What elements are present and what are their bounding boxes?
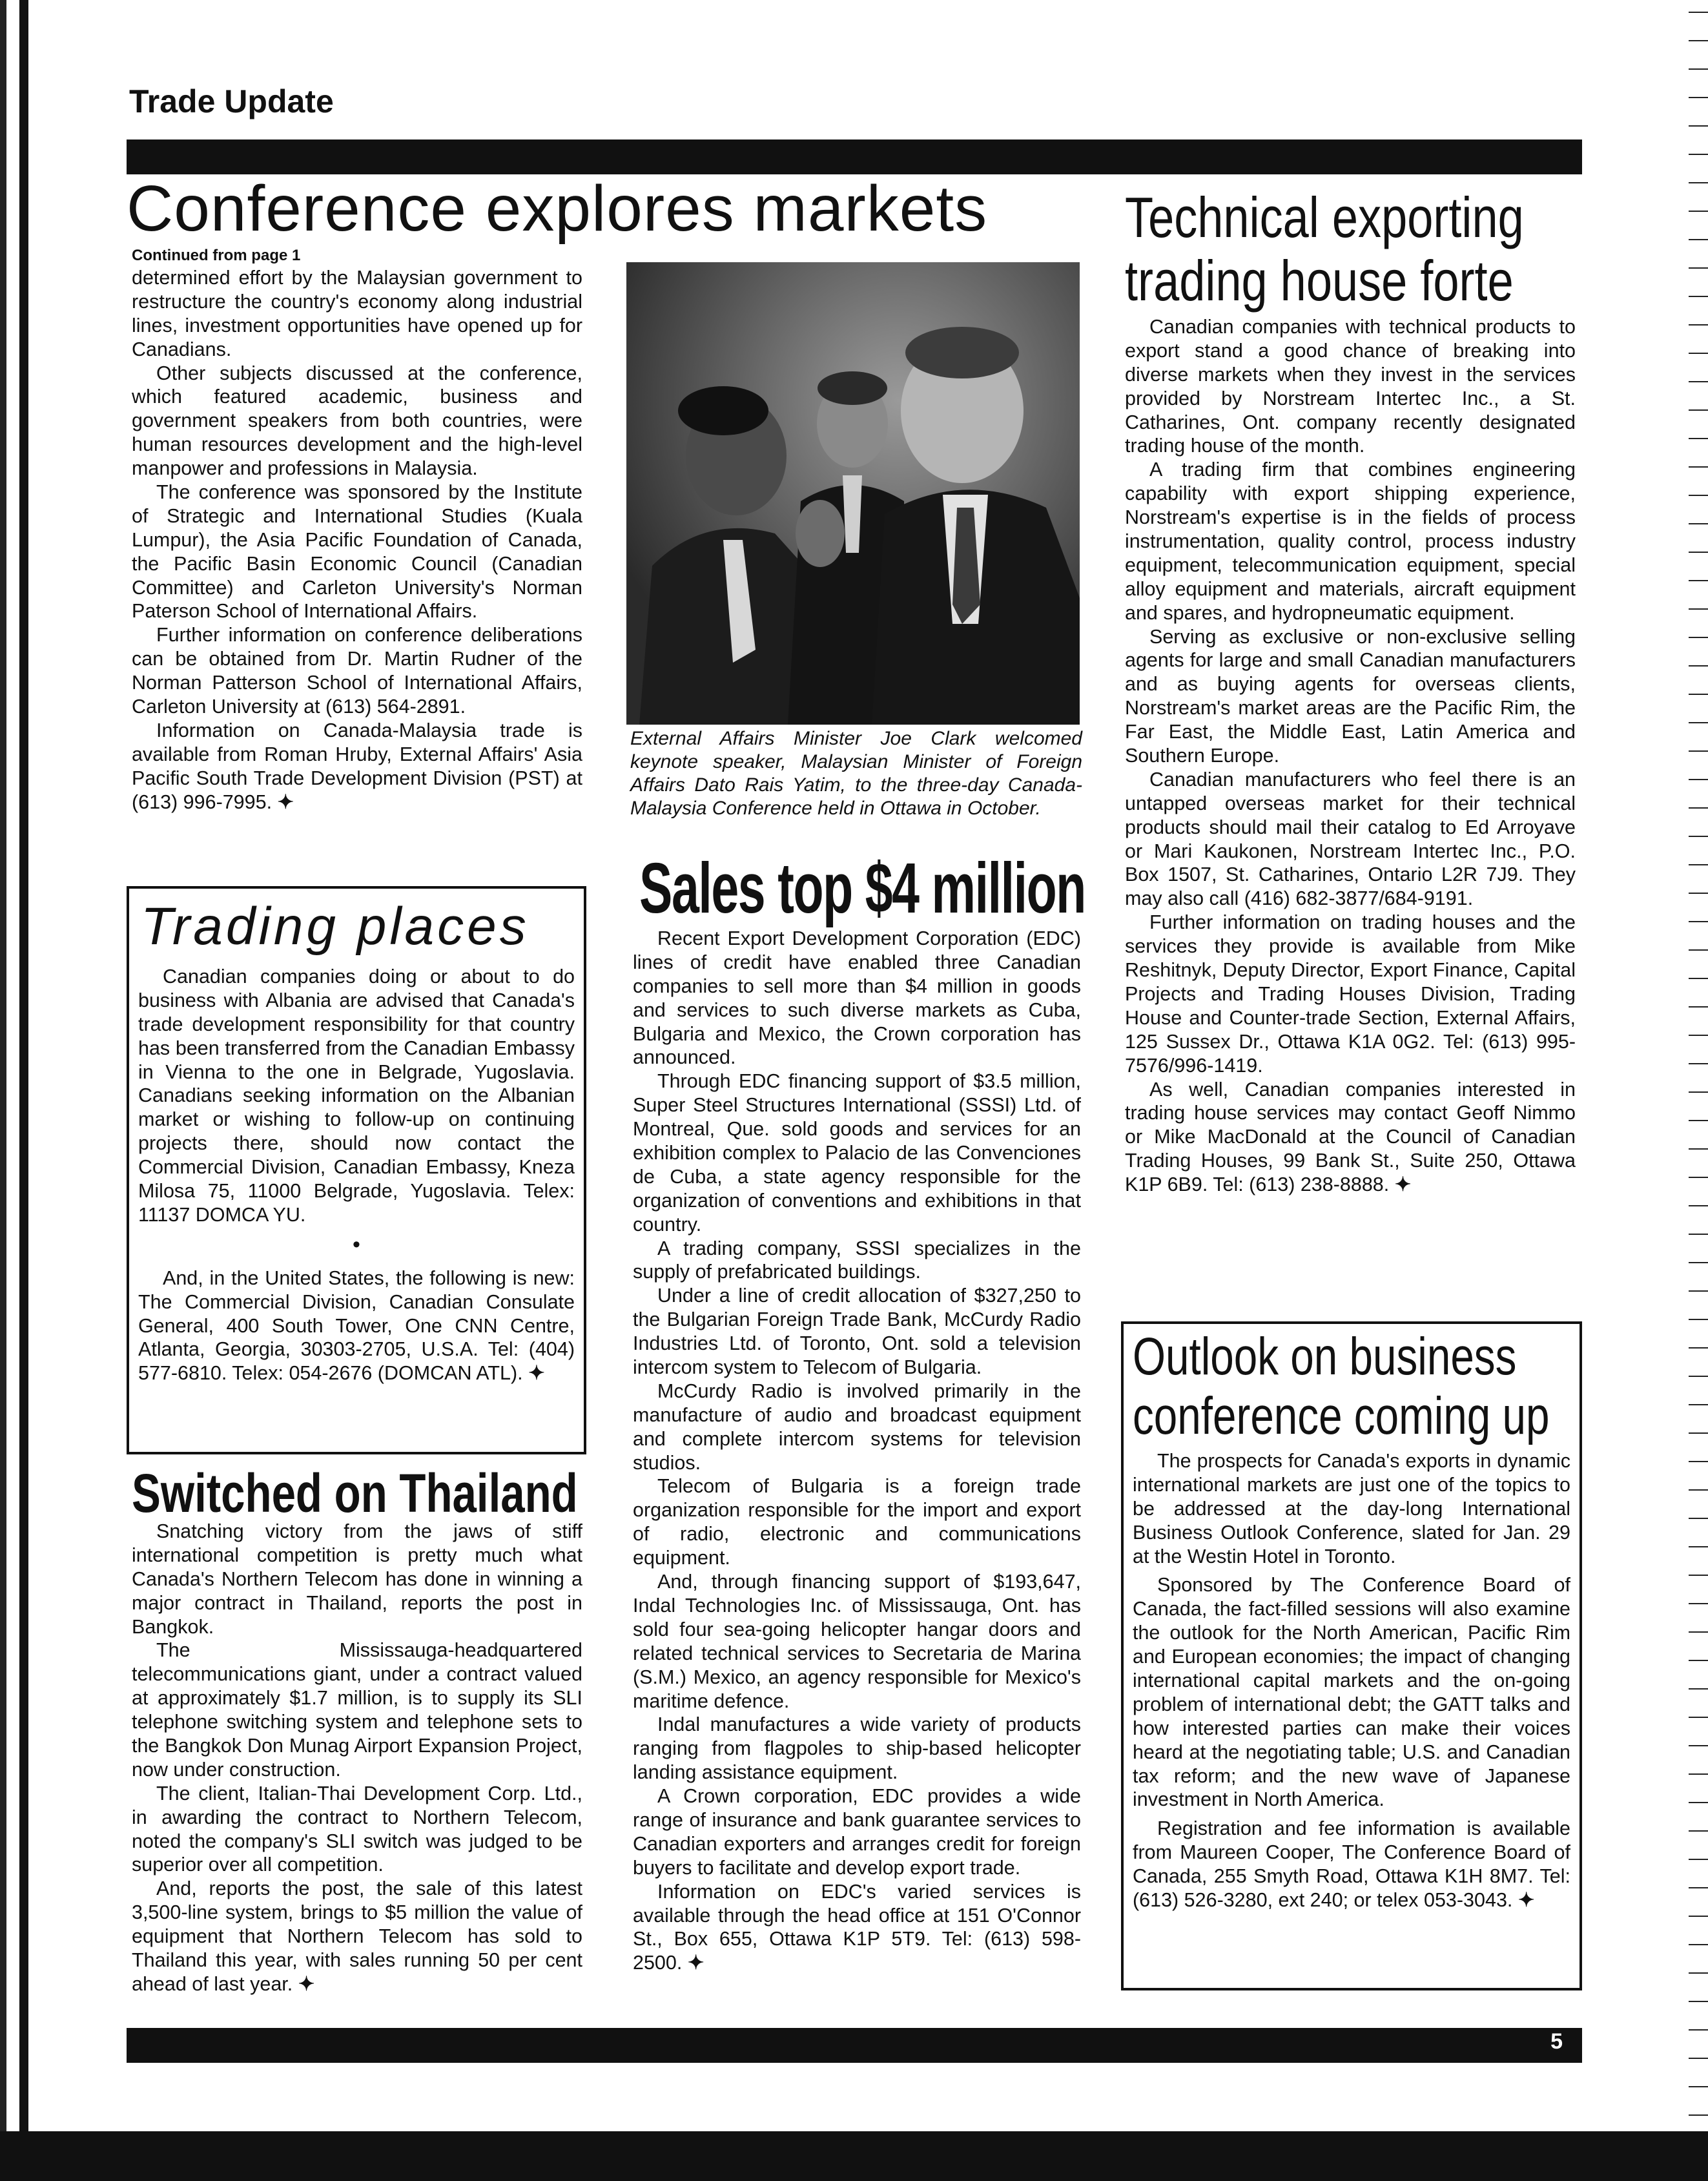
paragraph: A trading firm that combines engineering capability with export shipping experience, Norstream's expertise is in the fields of process instrumentation, quality control, process industry equipment, telecommunication equipment, special alloy equipment and materials, aircraft equipment and spares, and hydropneumatic equipment. bbox=[1125, 459, 1576, 624]
end-mark-icon: ✦ bbox=[687, 1952, 705, 1974]
top-rule bbox=[127, 140, 1582, 174]
end-mark-icon: ✦ bbox=[298, 1972, 315, 1995]
paragraph-text: As well, Canadian companies interested in trading house services may contact Geoff Nimmo or Mike MacDonald at the Council of Canadian Trading Houses, 99 Bank St., Suite 250, Ottawa K1P 6B9. Tel: (613) 238-8888. bbox=[1125, 1078, 1576, 1196]
end-mark-icon: ✦ bbox=[1394, 1173, 1412, 1196]
paragraph bbox=[1125, 1078, 1576, 1197]
paragraph: A trading company, SSSI specializes in the supply of prefabricated buildings. bbox=[633, 1237, 1081, 1283]
technical-headline-line2: trading house forte bbox=[1125, 249, 1514, 313]
paragraph: Further information on trading houses and the services they provide is available from Mike Reshitnyk, Deputy Director, Export Finance, Capital Projects and Trading Houses Division, Trading House and Counter-trade Section, External Affairs, 125 Sussex Dr., Ottawa K1A 0G2. Tel: (613) 995-7576/996-1419. bbox=[1125, 911, 1576, 1077]
page-number: 5 bbox=[1550, 2029, 1563, 2054]
paragraph-text: Information on Canada-Malaysia trade is available from Roman Hruby, External Affairs' Asia Pacific South Trade Development Division (PST) at (613) 996-7995. bbox=[132, 719, 582, 813]
paragraph bbox=[132, 1877, 582, 1996]
paragraph bbox=[138, 1266, 575, 1385]
photo-image bbox=[626, 262, 1080, 725]
end-mark-icon: ✦ bbox=[277, 791, 294, 813]
section-kicker: Trade Update bbox=[129, 83, 334, 119]
paragraph: Canadian companies with technical products to export stand a good chance of breaking into diverse markets when they invest in the services provided by Norstream Intertec Inc., a St. Catharines, Ont. company recently designated trading house of the month. bbox=[1125, 316, 1576, 457]
paragraph: Telecom of Bulgaria is a foreign trade organization responsible for the import and export of radio, electronic and communications equipment. bbox=[633, 1475, 1081, 1569]
sales-headline: Sales top $4 million bbox=[639, 849, 1086, 928]
outlook-headline-line2: conference coming up bbox=[1133, 1387, 1550, 1445]
paragraph-text: Registration and fee information is available from Maureen Cooper, The Conference Board of Canada, 255 Smyth Road, Ottawa K1H 8M7. Tel: (613) 526-3280, ext 240; or telex 053-3043. bbox=[1133, 1817, 1570, 1912]
trading-places-box bbox=[127, 886, 586, 1454]
paragraph: A Crown corporation, EDC provides a wide range of insurance and bank guarantee services to Canadian exporters and arranges credit for foreign buyers to facilitate and develop export trade. bbox=[633, 1785, 1081, 1879]
scan-edge-bottom bbox=[0, 2131, 1708, 2181]
paragraph: McCurdy Radio is involved primarily in the manufacture of audio and broadcast equipment and complete intercom systems for television studios. bbox=[633, 1380, 1081, 1474]
outlook-box bbox=[1121, 1321, 1582, 1990]
thailand-article bbox=[132, 1462, 582, 1996]
paragraph: Canadian manufacturers who feel there is an untapped overseas market for their technical products should mail their catalog to Ed Arroyave or Mari Kaukonen, Norstream Intertec Inc., P.O. Box 1507, St. Catharines, Ontario L2R 7J9. They may also call (416) 682-3877/684-9191. bbox=[1125, 768, 1576, 910]
paragraph: The Mississauga-headquartered telecommunications giant, under a contract valued at approximately $1.7 million, is to supply its SLI telephone switching system and telephone sets to the Bangkok Don Munag Airport Expansion Project, now under construction. bbox=[132, 1639, 582, 1781]
sales-article bbox=[633, 847, 1086, 1975]
paragraph-text: Information on EDC's varied services is available through the head office at 151 O'Connor St., Box 655, Ottawa K1P 5T9. Tel: (613) 598-2500. bbox=[633, 1880, 1081, 1974]
paragraph: Further information on conference deliberations can be obtained from Dr. Martin Rudner of the Norman Patterson School of International Affairs, Carleton University at (613) 564-2891. bbox=[132, 624, 582, 718]
scan-edge-right bbox=[1689, 0, 1708, 2131]
paragraph: The prospects for Canada's exports in dynamic international markets are just one of the topics to be addressed at the day-long International Business Outlook Conference, slated for Jan. 29 at the Westin Hotel in Toronto. bbox=[1133, 1450, 1570, 1567]
paragraph: Indal manufactures a wide variety of products ranging from flagpoles to ship-based helicopter landing assistance equipment. bbox=[633, 1713, 1081, 1784]
separator-dot: • bbox=[353, 1232, 360, 1257]
paragraph: Snatching victory from the jaws of stiff international competition is pretty much what Canada's Northern Telecom has done in winning a major contract in Thailand, reports the post in Bangkok. bbox=[132, 1520, 582, 1638]
technical-headline-line1: Technical exporting bbox=[1125, 185, 1524, 249]
thailand-headline: Switched on Thailand bbox=[132, 1463, 578, 1524]
paragraph bbox=[633, 1880, 1081, 1976]
continued-note: Continued from page 1 bbox=[132, 247, 301, 264]
scan-edge-left bbox=[0, 0, 37, 2181]
paragraph: The conference was sponsored by the Institute of Strategic and International Studies (Kuala Lumpur), the Asia Pacific Foundation of Canada, the Pacific Basin Economic Council (Canadian Committee) and Carleton University's Norman Paterson School of International Affairs. bbox=[132, 481, 582, 623]
bottom-rule bbox=[127, 2028, 1582, 2063]
outlook-headline-line1: Outlook on business bbox=[1133, 1327, 1517, 1386]
paragraph: And, through financing support of $193,647, Indal Technologies Inc. of Mississauga, Ont. has sold four sea-going helicopter hangar doors and related technical services to Secretaria de Marina (S.M.) Mexico, an agency responsible for Mexico's maritime defence. bbox=[633, 1571, 1081, 1712]
conference-photo bbox=[626, 262, 1080, 725]
paragraph: determined effort by the Malaysian government to restructure the country's economy along industrial lines, investment opportunities have opened up for Canadians. bbox=[132, 267, 582, 360]
paragraph bbox=[1133, 1817, 1570, 1912]
paragraph: Canadian companies doing or about to do business with Albania are advised that Canada's trade development responsibility for that country has been transferred from the Canadian Embassy in Vienna to the one in Belgrade, Yugoslavia. Canadians seeking information on the Albanian market or wishing to follow-up on continuing projects there, should now contact the Commercial Division, Canadian Embassy, Kneza Milosa 75, 11000 Belgrade, Yugoslavia. Telex: 11137 DOMCA YU. bbox=[138, 966, 575, 1226]
technical-article bbox=[1125, 185, 1576, 1197]
conference-headline: Conference explores markets bbox=[127, 172, 988, 245]
paragraph: Recent Export Development Corporation (EDC) lines of credit have enabled three Canadian companies to sell more than $4 million in goods and services to such diverse markets as Cuba, Bulgaria and Mexico, the Crown corporation has announced. bbox=[633, 927, 1081, 1069]
raised-hand bbox=[796, 500, 845, 567]
paragraph: Other subjects discussed at the conference, which featured academic, business and government speakers from both countries, were human resources development and the high-level manpower and professions in Malaysia. bbox=[132, 362, 582, 480]
end-mark-icon: ✦ bbox=[1518, 1889, 1535, 1912]
paragraph: Through EDC financing support of $3.5 million, Super Steel Structures International (SSSI) Ltd. of Montreal, Que. sold goods and services for an exhibition complex to Palacio de las Convenciones de Cuba, a state agency responsible for the organization of conventions and exhibitions in that country. bbox=[633, 1070, 1081, 1235]
paragraph: Under a line of credit allocation of $327,250 to the Bulgarian Foreign Trade Bank, McCurdy Radio Industries Ltd. of Toronto, Ont. sold a television intercom system to Telecom of Bulgaria. bbox=[633, 1285, 1081, 1379]
newsletter-page bbox=[97, 52, 1582, 2105]
paragraph: Serving as exclusive or non-exclusive selling agents for large and small Canadian manufacturers and as buying agents for overseas clients, Norstream's market areas are the Pacific Rim, the Far East, the Middle East, Latin America and Southern Europe. bbox=[1125, 625, 1576, 767]
paragraph: Sponsored by The Conference Board of Canada, the fact-filled sessions will also examine the outlook for the North American, Pacific Rim and European economies; the impact of changing international capital markets and the on-going problem of international debt; the GATT talks and how interested parties can make their voices heard at the negotiating table; U.S. and Canadian tax reform; and the new wave of Japanese investment in North America. bbox=[1133, 1574, 1570, 1811]
paragraph bbox=[132, 719, 582, 814]
paragraph-text: And, in the United States, the following is new: The Commercial Division, Canadian Consulate General, 400 South Tower, One CNN Centre, Atlanta, Georgia, 30303-2705, U.S.A. Tel: (404) 577-6810. Telex: 054-2676 (DOMCAN ATL). bbox=[138, 1266, 575, 1385]
paragraph-text: And, reports the post, the sale of this latest 3,500-line system, brings to $5 million the value of equipment that Northern Telecom has sold to Thailand this year, with sales running 50 per cent ahead of last year. bbox=[132, 1877, 582, 1995]
paragraph: The client, Italian-Thai Development Corp. Ltd., in awarding the contract to Northern Telecom, noted the company's SLI switch was judged to be superior over all competition. bbox=[132, 1782, 582, 1876]
end-mark-icon: ✦ bbox=[528, 1362, 545, 1385]
photo-caption: External Affairs Minister Joe Clark welcomed keynote speaker, Malaysian Minister of Foreign Affairs Dato Rais Yatim, to the three-day Canada-Malaysia Conference held in Ottawa in October. bbox=[630, 728, 1082, 819]
trading-places-title: Trading places bbox=[141, 897, 530, 956]
conference-article bbox=[132, 247, 582, 814]
